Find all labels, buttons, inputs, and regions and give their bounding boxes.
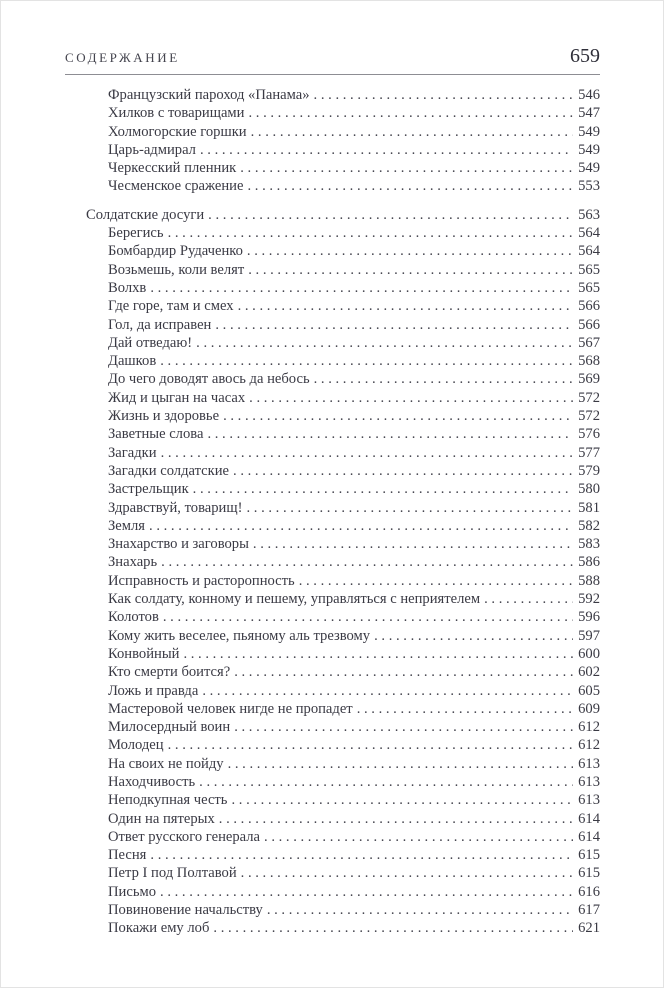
toc-entry-title: Как солдату, конному и пешему, управляться с неприятелем (108, 591, 481, 608)
dot-leader (149, 517, 573, 535)
toc-entry (86, 553, 600, 571)
dot-leader (202, 682, 573, 700)
toc-entry-title: Конвойный (108, 645, 180, 662)
toc-entry-page: 572 (578, 389, 600, 406)
dot-leader (357, 700, 573, 718)
toc-entry-page: 579 (578, 462, 600, 479)
dot-leader (234, 663, 573, 681)
toc-entry-title: Застрельщик (108, 481, 189, 498)
toc-entry (86, 480, 600, 498)
toc-entry-page: 596 (578, 609, 600, 626)
toc-entry-title: Письмо (108, 883, 157, 900)
toc-entry (86, 407, 600, 425)
toc-entry-title: Солдатские досуги (86, 206, 205, 223)
toc-entry-page: 602 (578, 664, 600, 681)
dot-leader (246, 499, 573, 517)
toc-entry (86, 517, 600, 535)
toc-entry (86, 425, 600, 443)
dot-leader (160, 883, 573, 901)
toc-entry (86, 316, 600, 334)
dot-leader (228, 755, 574, 773)
dot-leader (234, 718, 573, 736)
toc-entry (86, 572, 600, 590)
toc-entry (86, 159, 600, 177)
toc-entry (86, 370, 600, 388)
dot-leader (249, 389, 573, 407)
toc-entry (86, 86, 600, 104)
toc-entry-title: Жид и цыган на часах (108, 389, 246, 406)
dot-leader (207, 425, 573, 443)
toc-entry (86, 279, 600, 297)
dot-leader (233, 462, 573, 480)
toc-entry-page: 569 (578, 371, 600, 388)
toc-entry (86, 462, 600, 480)
toc-entry-page: 568 (578, 353, 600, 370)
toc-entry-title: Где горе, там и смех (108, 298, 234, 315)
toc-entry (86, 700, 600, 718)
page-number: 659 (570, 45, 600, 67)
dot-leader (200, 141, 573, 159)
toc-entry-title: Заветные слова (108, 426, 204, 443)
toc-entry-page: 549 (578, 160, 600, 177)
toc-list (86, 86, 600, 938)
dot-leader (251, 123, 573, 141)
dot-leader (264, 828, 573, 846)
toc-entry (86, 261, 600, 279)
toc-entry-title: Царь-адмирал (108, 141, 196, 158)
toc-heading: СОДЕРЖАНИЕ (65, 50, 180, 65)
toc-entry-page: 577 (578, 444, 600, 461)
toc-entry (86, 828, 600, 846)
toc-entry-title: Жизнь и здоровье (108, 408, 220, 425)
toc-entry-page: 566 (578, 298, 600, 315)
toc-entry-title: Ложь и правда (108, 682, 199, 699)
dot-leader (374, 627, 573, 645)
toc-entry-title: Берегись (108, 225, 164, 242)
toc-entry (86, 535, 600, 553)
toc-entry-page: 580 (578, 481, 600, 498)
dot-leader (314, 370, 574, 388)
toc-entry-page: 605 (578, 682, 600, 699)
dot-leader (193, 480, 573, 498)
page-header (65, 1, 600, 68)
toc-entry (86, 682, 600, 700)
dot-leader (231, 791, 573, 809)
toc-entry-page: 549 (578, 123, 600, 140)
dot-leader (238, 297, 574, 315)
toc-entry (86, 590, 600, 608)
dot-leader (196, 334, 573, 352)
toc-entry-title: Хилков с товарищами (108, 105, 245, 122)
toc-entry (86, 627, 600, 645)
toc-entry-page: 597 (578, 627, 600, 644)
toc-entry-title: Знахарство и заговоры (108, 536, 249, 553)
toc-entry (86, 608, 600, 626)
toc-entry-page: 547 (578, 105, 600, 122)
toc-entry-title: Холмогорские горшки (108, 123, 247, 140)
toc-entry (86, 846, 600, 864)
toc-entry (86, 141, 600, 159)
toc-entry-title: Бомбардир Рудаченко (108, 243, 243, 260)
toc-entry-title: Черкесский пленник (108, 160, 237, 177)
dot-leader (161, 553, 573, 571)
toc-entry-title: Ответ русского генерала (108, 828, 261, 845)
header-rule (65, 74, 600, 75)
dot-leader (299, 572, 573, 590)
toc-entry-title: Дашков (108, 353, 157, 370)
toc-entry (86, 242, 600, 260)
dot-leader (150, 279, 573, 297)
toc-entry-title: Гол, да исправен (108, 316, 212, 333)
toc-entry-page: 614 (578, 828, 600, 845)
toc-entry-title: До чего доводят авось да небось (108, 371, 310, 388)
toc-entry-title: Здравствуй, товарищ! (108, 499, 243, 516)
toc-entry (86, 645, 600, 663)
toc-entry-title: Загадки (108, 444, 157, 461)
toc-entry-page: 614 (578, 810, 600, 827)
toc-entry-page: 553 (578, 178, 600, 195)
toc-entry-title: Возьмешь, коли велят (108, 261, 245, 278)
dot-leader (161, 444, 574, 462)
toc-entry-title: Чесменское сражение (108, 178, 244, 195)
dot-leader (484, 590, 573, 608)
toc-entry-title: На своих не пойду (108, 755, 224, 772)
toc-entry-page: 609 (578, 700, 600, 717)
toc-entry (86, 104, 600, 122)
toc-entry (86, 755, 600, 773)
toc-entry-page: 564 (578, 225, 600, 242)
dot-leader (168, 736, 574, 754)
toc-entry-page: 565 (578, 261, 600, 278)
toc-entry-page: 588 (578, 572, 600, 589)
toc-entry-page: 613 (578, 755, 600, 772)
toc-entry-page: 576 (578, 426, 600, 443)
toc-entry-title: Земля (108, 517, 146, 534)
toc-entry-page: 546 (578, 87, 600, 103)
toc-entry-page: 615 (578, 865, 600, 882)
toc-entry-page: 617 (578, 902, 600, 919)
dot-leader (248, 261, 573, 279)
toc-entry-title: Молодец (108, 737, 164, 754)
toc-entry (86, 810, 600, 828)
toc-entry-title: Колотов (108, 609, 159, 626)
toc-entry-page: 549 (578, 141, 600, 158)
toc-entry-title: Мастеровой человек нигде не пропадет (108, 700, 353, 717)
toc-entry-title: Волхв (108, 279, 147, 296)
toc-entry (86, 901, 600, 919)
toc-entry (86, 297, 600, 315)
toc-entry (86, 177, 600, 195)
dot-leader (219, 810, 573, 828)
toc-entry-title: Исправность и расторопность (108, 572, 295, 589)
dot-leader (163, 608, 573, 626)
toc-entry (86, 334, 600, 352)
toc-entry-page: 600 (578, 645, 600, 662)
toc-entry-page: 567 (578, 334, 600, 351)
toc-entry (86, 883, 600, 901)
toc-entry-page: 612 (578, 737, 600, 754)
dot-leader (208, 206, 573, 224)
toc-entry-page: 581 (578, 499, 600, 516)
toc-entry-page: 583 (578, 536, 600, 553)
toc-entry (86, 224, 600, 242)
toc-entry-title: Повиновение начальству (108, 902, 263, 919)
toc-entry-title: Французский пароход «Панама» (108, 87, 310, 103)
toc-entry-page: 564 (578, 243, 600, 260)
toc-entry-title: Неподкупная честь (108, 792, 228, 809)
toc-entry-title: Кому жить веселее, пьяному аль трезвому (108, 627, 371, 644)
toc-entry-page: 563 (578, 206, 600, 223)
dot-leader (199, 773, 573, 791)
dot-leader (248, 104, 573, 122)
toc-entry (86, 352, 600, 370)
dot-leader (223, 407, 573, 425)
dot-leader (267, 901, 573, 919)
toc-entry-title: Знахарь (108, 554, 158, 571)
dot-leader (247, 242, 573, 260)
toc-entry-title: Петр I под Полтавой (108, 865, 237, 882)
toc-entry (86, 499, 600, 517)
toc-entry-title: Находчивость (108, 773, 196, 790)
toc-entry-title: Дай отведаю! (108, 334, 193, 351)
toc-entry (86, 791, 600, 809)
toc-entry (86, 123, 600, 141)
toc-entry-page: 613 (578, 773, 600, 790)
toc-entry-page: 572 (578, 408, 600, 425)
dot-leader (150, 846, 573, 864)
dot-leader (168, 224, 574, 242)
dot-leader (253, 535, 573, 553)
toc-entry-title: Песня (108, 847, 147, 864)
toc-entry-title: Кто смерти боится? (108, 664, 231, 681)
toc-entry-page: 592 (578, 591, 600, 608)
toc-entry-page: 615 (578, 847, 600, 864)
toc-entry (86, 663, 600, 681)
toc-entry (86, 864, 600, 882)
toc-entry-page: 565 (578, 279, 600, 296)
toc-entry-page: 566 (578, 316, 600, 333)
dot-leader (314, 86, 574, 104)
toc-entry-page: 616 (578, 883, 600, 900)
toc-entry (86, 919, 600, 937)
toc-entry (86, 389, 600, 407)
toc-entry-page: 582 (578, 517, 600, 534)
dot-leader (241, 864, 573, 882)
toc-entry (86, 736, 600, 754)
toc-entry-page: 613 (578, 792, 600, 809)
dot-leader (215, 316, 573, 334)
toc-entry-title: Покажи ему лоб (108, 920, 210, 937)
toc-entry-title: Милосердный воин (108, 719, 231, 736)
toc-entry (86, 206, 600, 224)
toc-entry-page: 621 (578, 920, 600, 937)
toc-entry-page: 586 (578, 554, 600, 571)
toc-entry (86, 773, 600, 791)
toc-entry (86, 718, 600, 736)
toc-entry-title: Загадки солдатские (108, 462, 230, 479)
dot-leader (247, 177, 573, 195)
toc-entry (86, 444, 600, 462)
dot-leader (213, 919, 573, 937)
dot-leader (183, 645, 573, 663)
dot-leader (240, 159, 573, 177)
toc-entry-title: Один на пятерых (108, 810, 215, 827)
dot-leader (160, 352, 573, 370)
toc-entry-page: 612 (578, 719, 600, 736)
